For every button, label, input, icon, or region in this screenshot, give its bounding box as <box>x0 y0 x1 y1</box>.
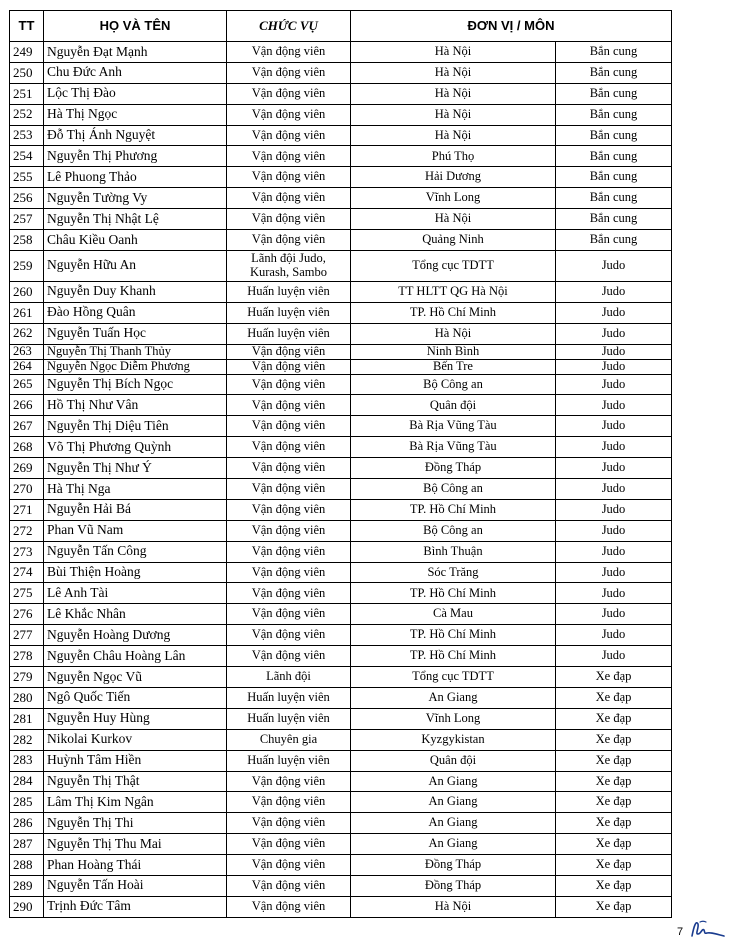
row-number: 256 <box>10 188 44 209</box>
row-name: Trịnh Đức Tâm <box>44 896 227 917</box>
row-sport: Judo <box>556 416 672 437</box>
row-sport: Bắn cung <box>556 188 672 209</box>
row-role: Vận động viên <box>227 230 351 251</box>
row-unit: TP. Hồ Chí Minh <box>351 499 556 520</box>
table-row <box>10 395 672 416</box>
row-sport: Judo <box>556 374 672 395</box>
row-name: Nguyễn Hữu An <box>44 250 227 281</box>
table-row <box>10 125 672 146</box>
row-role: Vận động viên <box>227 416 351 437</box>
row-role: Vận động viên <box>227 42 351 63</box>
row-unit: Cà Mau <box>351 604 556 625</box>
row-unit: An Giang <box>351 813 556 834</box>
row-sport: Bắn cung <box>556 146 672 167</box>
row-number: 267 <box>10 416 44 437</box>
table-row <box>10 209 672 230</box>
row-unit: Bà Rịa Vũng Tàu <box>351 416 556 437</box>
row-number: 269 <box>10 458 44 479</box>
header-role: CHỨC VỤ <box>227 11 351 42</box>
row-sport: Bắn cung <box>556 62 672 83</box>
row-sport: Judo <box>556 499 672 520</box>
row-unit: TP. Hồ Chí Minh <box>351 625 556 646</box>
row-role: Vận động viên <box>227 896 351 917</box>
row-sport: Judo <box>556 479 672 500</box>
row-role: Huấn luyện viên <box>227 323 351 344</box>
row-name: Nguyễn Thị Nhật Lệ <box>44 209 227 230</box>
table-header-row <box>10 11 672 42</box>
row-unit: Hà Nội <box>351 42 556 63</box>
table-row <box>10 344 672 359</box>
row-name: Nguyễn Hải Bá <box>44 499 227 520</box>
row-name: Huỳnh Tâm Hiền <box>44 750 227 771</box>
table-row <box>10 458 672 479</box>
row-role: Vận động viên <box>227 771 351 792</box>
row-name: Nguyễn Ngọc Diễm Phương <box>44 359 227 374</box>
row-unit: Bộ Công an <box>351 374 556 395</box>
row-unit: Bà Rịa Vũng Tàu <box>351 437 556 458</box>
row-sport: Bắn cung <box>556 209 672 230</box>
table-row <box>10 792 672 813</box>
row-role: Huấn luyện viên <box>227 750 351 771</box>
row-unit: Bộ Công an <box>351 520 556 541</box>
row-number: 251 <box>10 83 44 104</box>
row-sport: Xe đạp <box>556 708 672 729</box>
table-row <box>10 146 672 167</box>
row-number: 266 <box>10 395 44 416</box>
table-row <box>10 479 672 500</box>
row-role: Vận động viên <box>227 875 351 896</box>
row-sport: Judo <box>556 604 672 625</box>
row-number: 270 <box>10 479 44 500</box>
row-sport: Bắn cung <box>556 167 672 188</box>
row-name: Lê Anh Tài <box>44 583 227 604</box>
row-unit: Hà Nội <box>351 83 556 104</box>
row-sport: Bắn cung <box>556 83 672 104</box>
athlete-roster-page <box>9 10 671 918</box>
row-name: Nguyễn Đạt Mạnh <box>44 42 227 63</box>
table-row <box>10 771 672 792</box>
row-name: Nguyễn Tuấn Học <box>44 323 227 344</box>
table-row <box>10 359 672 374</box>
row-role: Vận động viên <box>227 458 351 479</box>
row-sport: Judo <box>556 646 672 667</box>
row-unit: An Giang <box>351 834 556 855</box>
row-role: Vận động viên <box>227 499 351 520</box>
row-role: Vận động viên <box>227 62 351 83</box>
row-role: Huấn luyện viên <box>227 708 351 729</box>
row-sport: Judo <box>556 437 672 458</box>
row-role: Vận động viên <box>227 209 351 230</box>
row-number: 253 <box>10 125 44 146</box>
row-role: Vận động viên <box>227 834 351 855</box>
row-role: Lãnh đội <box>227 667 351 688</box>
table-row <box>10 42 672 63</box>
row-unit: Hà Nội <box>351 125 556 146</box>
row-unit: Vĩnh Long <box>351 708 556 729</box>
row-name: Nguyễn Châu Hoàng Lân <box>44 646 227 667</box>
row-name: Nikolai Kurkov <box>44 729 227 750</box>
row-sport: Xe đạp <box>556 813 672 834</box>
row-name: Ngô Quốc Tiến <box>44 687 227 708</box>
row-role: Vận động viên <box>227 646 351 667</box>
row-sport: Judo <box>556 583 672 604</box>
table-row <box>10 708 672 729</box>
table-row <box>10 646 672 667</box>
row-role: Vận động viên <box>227 479 351 500</box>
row-role: Vận động viên <box>227 83 351 104</box>
row-number: 279 <box>10 667 44 688</box>
row-sport: Xe đạp <box>556 896 672 917</box>
row-name: Bùi Thiện Hoàng <box>44 562 227 583</box>
header-unit-sport: ĐƠN VỊ / MÔN <box>351 11 672 42</box>
row-role-line-2: Kurash, Sambo <box>249 264 328 279</box>
row-sport: Judo <box>556 344 672 359</box>
row-role: Vận động viên <box>227 395 351 416</box>
row-number: 290 <box>10 896 44 917</box>
row-unit: Ninh Bình <box>351 344 556 359</box>
table-row <box>10 323 672 344</box>
table-row <box>10 62 672 83</box>
row-unit: Hà Nội <box>351 896 556 917</box>
roster-table <box>9 10 672 918</box>
table-row <box>10 416 672 437</box>
row-unit: Bến Tre <box>351 359 556 374</box>
row-name: Hà Thị Ngọc <box>44 104 227 125</box>
table-row <box>10 520 672 541</box>
row-unit: Tổng cục TDTT <box>351 250 556 281</box>
row-number: 287 <box>10 834 44 855</box>
row-number: 268 <box>10 437 44 458</box>
table-row <box>10 834 672 855</box>
table-row <box>10 625 672 646</box>
row-sport: Xe đạp <box>556 771 672 792</box>
row-sport: Judo <box>556 562 672 583</box>
row-unit: Phú Thọ <box>351 146 556 167</box>
row-role: Vận động viên <box>227 813 351 834</box>
roster-body <box>10 42 672 918</box>
row-name: Nguyễn Thị Thu Mai <box>44 834 227 855</box>
row-role: Huấn luyện viên <box>227 281 351 302</box>
row-sport: Judo <box>556 520 672 541</box>
row-sport: Xe đạp <box>556 875 672 896</box>
row-number: 285 <box>10 792 44 813</box>
table-row <box>10 896 672 917</box>
row-name: Châu Kiều Oanh <box>44 230 227 251</box>
row-number: 260 <box>10 281 44 302</box>
row-unit: Hà Nội <box>351 104 556 125</box>
row-sport: Xe đạp <box>556 687 672 708</box>
row-number: 258 <box>10 230 44 251</box>
row-role: Vận động viên <box>227 188 351 209</box>
table-row <box>10 83 672 104</box>
table-row <box>10 374 672 395</box>
row-role: Vận động viên <box>227 541 351 562</box>
header-tt: TT <box>10 11 44 42</box>
table-row <box>10 729 672 750</box>
row-unit: Đồng Tháp <box>351 875 556 896</box>
row-name: Nguyễn Thị Thanh Thủy <box>44 344 227 359</box>
table-row <box>10 813 672 834</box>
signature-icon <box>686 912 726 942</box>
row-sport: Bắn cung <box>556 125 672 146</box>
row-role: Chuyên gia <box>227 729 351 750</box>
row-unit: An Giang <box>351 687 556 708</box>
row-number: 250 <box>10 62 44 83</box>
row-unit: Đồng Tháp <box>351 458 556 479</box>
row-number: 281 <box>10 708 44 729</box>
table-row <box>10 604 672 625</box>
row-unit: Quảng Ninh <box>351 230 556 251</box>
row-name: Nguyễn Thị Phương <box>44 146 227 167</box>
row-unit: An Giang <box>351 792 556 813</box>
row-name: Hồ Thị Như Vân <box>44 395 227 416</box>
row-role: Vận động viên <box>227 344 351 359</box>
row-name: Nguyễn Thị Thi <box>44 813 227 834</box>
row-number: 255 <box>10 167 44 188</box>
page-number: 7 <box>677 926 684 938</box>
row-number: 262 <box>10 323 44 344</box>
row-name: Nguyễn Tường Vy <box>44 188 227 209</box>
row-unit: Hà Nội <box>351 62 556 83</box>
row-name: Phan Vũ Nam <box>44 520 227 541</box>
row-unit: Bình Thuận <box>351 541 556 562</box>
row-role: Vận động viên <box>227 359 351 374</box>
row-number: 264 <box>10 359 44 374</box>
row-unit: Kyzgykistan <box>351 729 556 750</box>
row-role: Vận động viên <box>227 562 351 583</box>
row-number: 276 <box>10 604 44 625</box>
row-name: Nguyễn Duy Khanh <box>44 281 227 302</box>
row-number: 283 <box>10 750 44 771</box>
row-unit: TP. Hồ Chí Minh <box>351 646 556 667</box>
row-number: 278 <box>10 646 44 667</box>
row-role: Vận động viên <box>227 520 351 541</box>
table-row <box>10 167 672 188</box>
row-unit: Tổng cục TDTT <box>351 667 556 688</box>
row-name: Nguyễn Thị Như Ý <box>44 458 227 479</box>
row-name: Nguyễn Ngọc Vũ <box>44 667 227 688</box>
row-unit: Hà Nội <box>351 323 556 344</box>
table-row <box>10 230 672 251</box>
row-number: 288 <box>10 855 44 876</box>
row-number: 261 <box>10 302 44 323</box>
row-number: 273 <box>10 541 44 562</box>
row-unit: Hải Dương <box>351 167 556 188</box>
row-name: Nguyễn Tấn Công <box>44 541 227 562</box>
row-number: 259 <box>10 250 44 281</box>
table-row <box>10 875 672 896</box>
row-unit: Sóc Trăng <box>351 562 556 583</box>
row-unit: Đồng Tháp <box>351 855 556 876</box>
table-row <box>10 750 672 771</box>
row-role: Vận động viên <box>227 604 351 625</box>
row-sport: Xe đạp <box>556 729 672 750</box>
row-role <box>227 250 351 281</box>
table-row <box>10 499 672 520</box>
row-role: Huấn luyện viên <box>227 302 351 323</box>
row-name: Đỗ Thị Ánh Nguyệt <box>44 125 227 146</box>
row-number: 282 <box>10 729 44 750</box>
row-sport: Judo <box>556 541 672 562</box>
row-sport: Bắn cung <box>556 104 672 125</box>
row-sport: Judo <box>556 625 672 646</box>
row-sport: Judo <box>556 250 672 281</box>
row-role: Vận động viên <box>227 374 351 395</box>
row-role: Vận động viên <box>227 583 351 604</box>
row-number: 289 <box>10 875 44 896</box>
row-unit: TT HLTT QG Hà Nội <box>351 281 556 302</box>
row-unit: Hà Nội <box>351 209 556 230</box>
row-name: Đào Hồng Quân <box>44 302 227 323</box>
row-unit: An Giang <box>351 771 556 792</box>
row-role: Vận động viên <box>227 855 351 876</box>
row-unit: TP. Hồ Chí Minh <box>351 302 556 323</box>
row-number: 265 <box>10 374 44 395</box>
row-name: Lê Khắc Nhân <box>44 604 227 625</box>
row-sport: Xe đạp <box>556 855 672 876</box>
table-row <box>10 437 672 458</box>
row-role: Vận động viên <box>227 792 351 813</box>
row-role: Huấn luyện viên <box>227 687 351 708</box>
row-sport: Judo <box>556 395 672 416</box>
row-number: 272 <box>10 520 44 541</box>
row-name: Nguyễn Thị Bích Ngọc <box>44 374 227 395</box>
row-name: Chu Đức Anh <box>44 62 227 83</box>
table-row <box>10 583 672 604</box>
table-row <box>10 562 672 583</box>
row-number: 263 <box>10 344 44 359</box>
row-number: 274 <box>10 562 44 583</box>
row-name: Hà Thị Nga <box>44 479 227 500</box>
row-unit: TP. Hồ Chí Minh <box>351 583 556 604</box>
row-name: Nguyễn Huy Hùng <box>44 708 227 729</box>
row-role: Vận động viên <box>227 625 351 646</box>
table-row <box>10 281 672 302</box>
table-row <box>10 250 672 281</box>
row-unit: Bộ Công an <box>351 479 556 500</box>
row-unit: Quân đội <box>351 395 556 416</box>
row-role: Vận động viên <box>227 437 351 458</box>
row-number: 286 <box>10 813 44 834</box>
table-row <box>10 302 672 323</box>
table-row <box>10 855 672 876</box>
row-sport: Judo <box>556 359 672 374</box>
row-sport: Bắn cung <box>556 42 672 63</box>
table-row <box>10 104 672 125</box>
row-role: Vận động viên <box>227 146 351 167</box>
table-row <box>10 541 672 562</box>
row-sport: Judo <box>556 302 672 323</box>
row-number: 271 <box>10 499 44 520</box>
row-number: 280 <box>10 687 44 708</box>
row-role: Vận động viên <box>227 104 351 125</box>
row-name: Lâm Thị Kim Ngân <box>44 792 227 813</box>
row-name: Võ Thị Phương Quỳnh <box>44 437 227 458</box>
table-row <box>10 667 672 688</box>
row-number: 249 <box>10 42 44 63</box>
table-row <box>10 188 672 209</box>
row-name: Lộc Thị Đào <box>44 83 227 104</box>
row-role: Vận động viên <box>227 167 351 188</box>
row-sport: Xe đạp <box>556 750 672 771</box>
row-sport: Judo <box>556 323 672 344</box>
row-name: Nguyễn Thị Thật <box>44 771 227 792</box>
row-unit: Quân đội <box>351 750 556 771</box>
row-number: 257 <box>10 209 44 230</box>
row-sport: Xe đạp <box>556 834 672 855</box>
row-name: Lê Phuong Thảo <box>44 167 227 188</box>
row-sport: Xe đạp <box>556 792 672 813</box>
header-name: HỌ VÀ TÊN <box>44 11 227 42</box>
row-unit: Vĩnh Long <box>351 188 556 209</box>
row-number: 254 <box>10 146 44 167</box>
row-number: 275 <box>10 583 44 604</box>
row-sport: Judo <box>556 281 672 302</box>
table-row <box>10 687 672 708</box>
row-name: Nguyễn Thị Diệu Tiên <box>44 416 227 437</box>
row-number: 277 <box>10 625 44 646</box>
row-number: 284 <box>10 771 44 792</box>
row-sport: Judo <box>556 458 672 479</box>
row-name: Nguyễn Hoàng Dương <box>44 625 227 646</box>
row-number: 252 <box>10 104 44 125</box>
row-role: Vận động viên <box>227 125 351 146</box>
row-sport: Bắn cung <box>556 230 672 251</box>
row-name: Phan Hoàng Thái <box>44 855 227 876</box>
row-sport: Xe đạp <box>556 667 672 688</box>
row-role-line-1: Lãnh đội Judo, <box>251 251 326 266</box>
row-name: Nguyễn Tấn Hoài <box>44 875 227 896</box>
